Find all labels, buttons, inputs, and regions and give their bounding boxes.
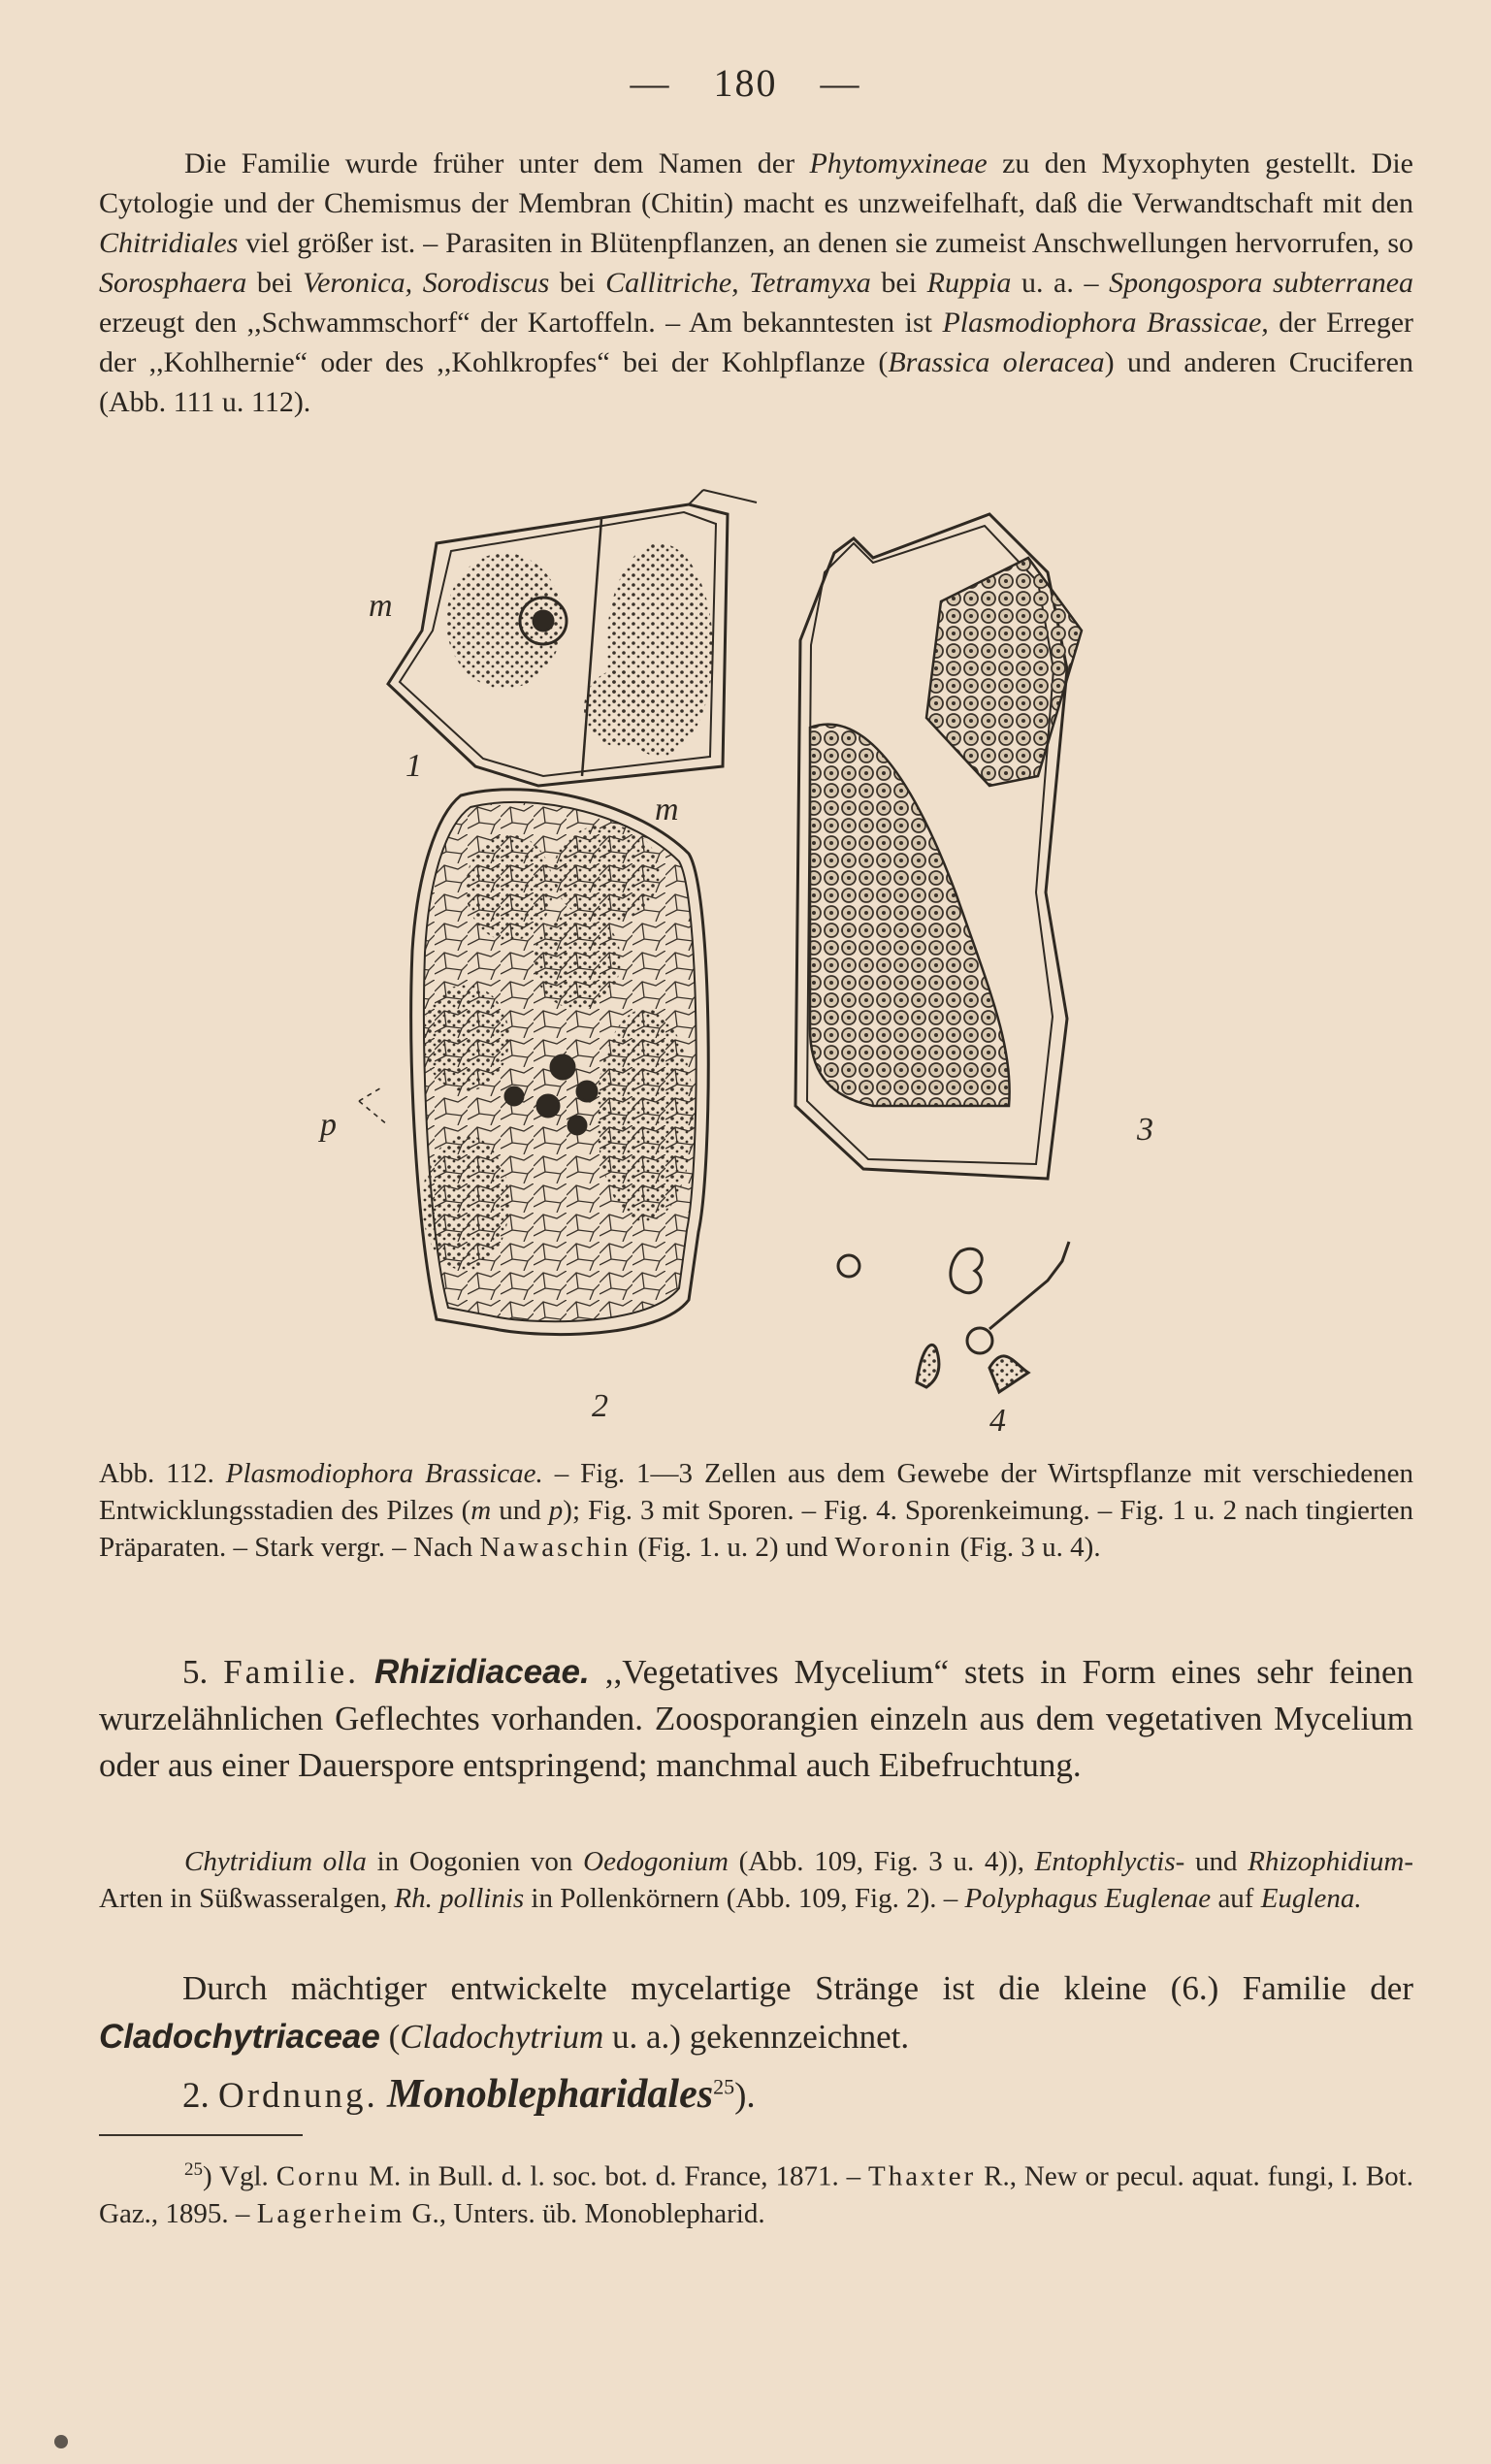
label-fig3: 3 [1137, 1112, 1153, 1148]
page-number: — 180 — [630, 61, 861, 105]
fig1-cells [388, 490, 757, 786]
footnote-divider [99, 2134, 303, 2136]
family-6-paragraph: Durch mächtiger entwickelte mycelartige Stränge ist die kleine (6.) Familie der Cladochytriaceae (Cladochytrium u. a.) gekennzeichnet. [99, 1969, 1413, 2056]
label-m-lower: m [655, 792, 679, 827]
label-fig1: 1 [405, 748, 422, 784]
fig2-cell [411, 790, 709, 1335]
intro-paragraph: Die Familie wurde früher unter dem Namen der Phytomyxineae zu den Myxophyten gestellt. Die Cytologie und der Chemismus der Membran (Chitin) macht es unzweifelhaft, daß die Verwandtschaft mit den Chitridiales viel größer ist. – Parasiten in Blütenpflanzen, an denen sie zumeist Anschwellungen hervorrufen, so Sorosphaera bei Veronica, Sorodiscus bei Callitriche, Tetramyxa bei Ruppia u. a. – Spongospora subterranea erzeugt den ,,Schwammschorf“ der Kartoffeln. – Am bekanntesten ist Plasmodiophora Brassicae, der Erreger der ,,Kohlhernie“ oder des ,,Kohlkropfes“ bei der Kohlpflanze (Brassica oleracea) und anderen Cruciferen (Abb. 111 u. 112). [99, 147, 1414, 418]
label-p: p [320, 1107, 337, 1143]
label-fig2: 2 [592, 1388, 608, 1424]
ink-speck [54, 2435, 68, 2448]
footnote: $^{25}$) Vgl. Cornu M. in Bull. d. l. soc. bot. d. France, 1871. – Thaxter R., New or pecul. aquat. fungi, I. Bot. Gaz., 1895. – Lagerheim G., Unters. üb. Monoblepharid. [99, 2159, 1413, 2229]
order-heading: 2. Ordnung. Monoblepharidales$^{25}$). [182, 2072, 756, 2117]
figure-caption: Abb. 112. Plasmodiophora Brassicae. – Fig. 1—3 Zellen aus dem Gewebe der Wirtspflanze mit verschiedenen Entwicklungsstadien des Pilzes (m und p); Fig. 3 mit Sporen. – Fig. 4. Sporenkeimung. – Fig. 1 u. 2 nach tingierten Präparaten. – Stark vergr. – Nach Nawaschin (Fig. 1. u. 2) und Woronin (Fig. 3 u. 4). [99, 1458, 1414, 1563]
label-m-upper: m [369, 588, 393, 624]
family-5-paragraph: 5. Familie. Rhizidiaceae. ,,Vegetatives Mycelium“ stets in Form eines sehr feinen wurzelähnlichen Geflechtes vorhanden. Zoosporangien einzeln aus dem vegetativen Mycelium oder aus einer Dauerspore entspringend; manchmal auch Eibefruchtung. [99, 1653, 1414, 1784]
figure-plasmodiophora [320, 485, 1203, 1445]
fig3-cells-with-spores [795, 514, 1082, 1179]
species-note: Chytridium olla in Oogonien von Oedogonium (Abb. 109, Fig. 3 u. 4)), Entophlyctis- und Rhizophidium-Arten in Süßwasseralgen, Rh. pollinis in Pollenkörnern (Abb. 109, Fig. 2). – Polyphagus Euglenae auf Euglena. [99, 1846, 1413, 1914]
fig4-spore-germination [838, 1242, 1069, 1392]
label-fig4: 4 [989, 1403, 1006, 1439]
